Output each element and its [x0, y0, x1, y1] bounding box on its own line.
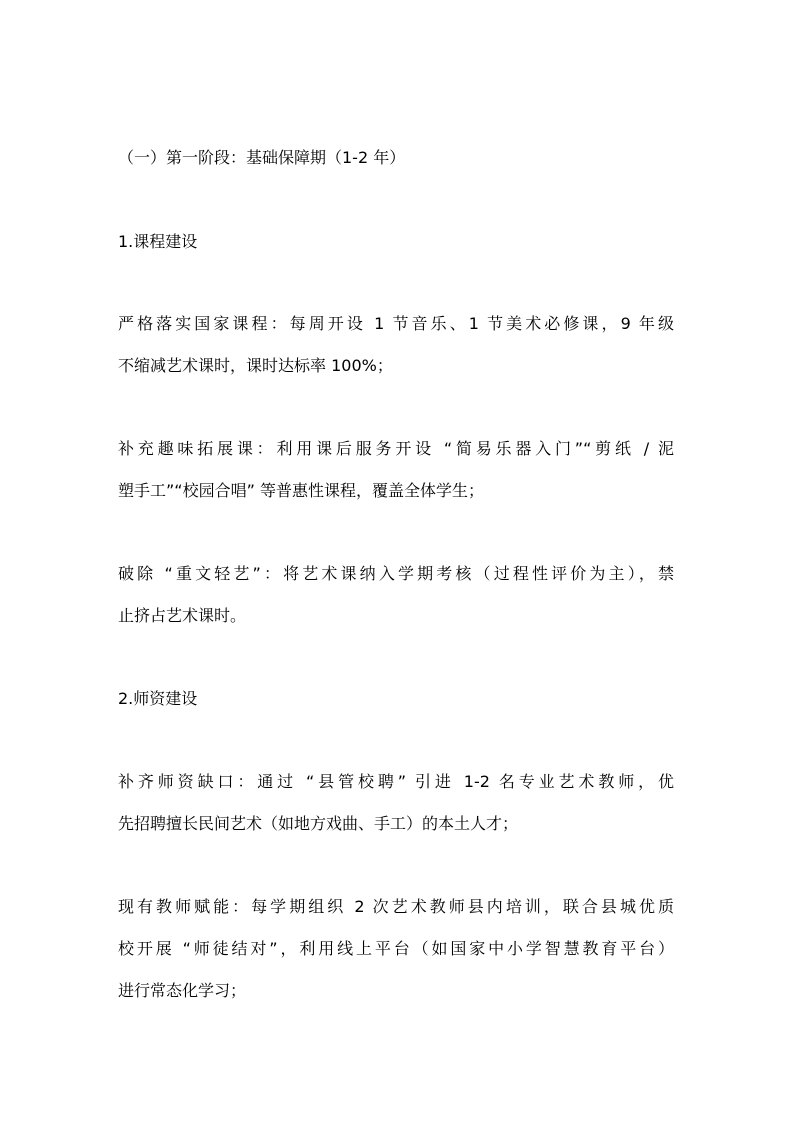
paragraph-line: 破除 “重文轻艺”：将艺术课纳入学期考核（过程性评价为主），禁: [118, 564, 674, 583]
paragraph-line: 止挤占艺术课时。: [118, 606, 247, 625]
paragraph-line: 严格落实国家课程：每周开设 1 节音乐、1 节美术必修课，9 年级: [118, 314, 674, 333]
subsection-heading-course: 1.课程建设: [118, 232, 198, 251]
paragraph-line: 进行常态化学习；: [118, 981, 247, 1000]
section-title: （一）第一阶段：基础保障期（1-2 年）: [118, 148, 406, 167]
paragraph-line: 校开展 “师徒结对”，利用线上平台（如国家中小学智慧教育平台）: [118, 939, 674, 958]
paragraph-line: 先招聘擅长民间艺术（如地方戏曲、手工）的本土人才；: [118, 814, 519, 833]
paragraph-line: 塑手工”“校园合唱” 等普惠性课程，覆盖全体学生；: [118, 481, 484, 500]
paragraph-line: 现有教师赋能：每学期组织 2 次艺术教师县内培训，联合县城优质: [118, 897, 674, 916]
paragraph-line: 不缩减艺术课时，课时达标率 100%；: [118, 356, 393, 375]
paragraph-line: 补齐师资缺口：通过 “县管校聘” 引进 1-2 名专业艺术教师，优: [118, 772, 674, 791]
subsection-heading-teachers: 2.师资建设: [118, 689, 198, 708]
paragraph-line: 补充趣味拓展课：利用课后服务开设 “简易乐器入门”“剪纸 / 泥: [118, 439, 674, 458]
